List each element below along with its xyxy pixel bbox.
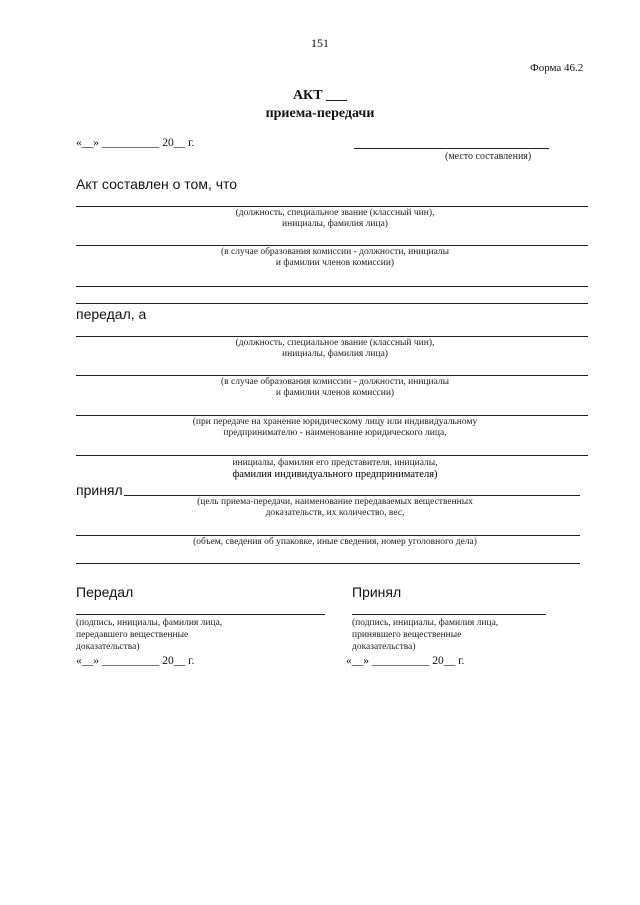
document-title: АКТ ___ (292, 88, 348, 103)
page-number: 151 (311, 36, 329, 50)
field-caption: (при передаче на хранение юридическому лицу или индивидуальному (192, 417, 478, 427)
sign-right-caption: принявшего вещественные (352, 630, 462, 640)
input-line[interactable] (76, 206, 588, 207)
input-line[interactable] (76, 286, 588, 287)
intro-text: Акт составлен о том, что (76, 176, 238, 192)
sign-left-caption: передавшего вещественные (76, 630, 189, 640)
input-line[interactable] (76, 336, 588, 337)
field-caption: (должность, специальное звание (классный чин), (235, 208, 435, 218)
field-caption: (объем, сведения об упаковке, иные сведения, номер уголовного дела) (193, 537, 477, 547)
field-caption: (в случае образования комиссии - должности, инициалы (221, 377, 449, 387)
place-field[interactable] (354, 148, 549, 149)
sign-left-caption: (подпись, инициалы, фамилия лица, (76, 618, 223, 628)
place-caption: (место составления) (445, 151, 532, 162)
accepted-label: принял (76, 482, 123, 498)
field-caption: (должность, специальное звание (классный чин), (235, 338, 435, 348)
field-caption: и фамилии членов комиссии) (275, 258, 395, 268)
sign-right-caption: доказательства) (352, 642, 416, 652)
signature-line-right[interactable] (352, 614, 546, 615)
input-line[interactable] (76, 303, 588, 304)
sign-left-heading: Передал (76, 584, 134, 600)
sign-right-caption: (подпись, инициалы, фамилия лица, (352, 618, 499, 628)
input-line[interactable] (76, 455, 588, 456)
date-field[interactable]: «__» __________ 20__ г. (76, 137, 195, 149)
input-line[interactable] (76, 563, 580, 564)
sign-right-date[interactable]: «__» __________ 20__ г. (346, 655, 465, 667)
signature-line-left[interactable] (76, 614, 325, 615)
sign-left-date[interactable]: «__» __________ 20__ г. (76, 655, 195, 667)
input-line[interactable] (76, 415, 588, 416)
input-line[interactable] (124, 495, 580, 496)
transferred-label: передал, а (76, 306, 147, 322)
field-caption: (в случае образования комиссии - должности, инициалы (221, 247, 449, 257)
sign-right-heading: Принял (352, 584, 402, 600)
document-subtitle: приема-передачи (265, 106, 375, 121)
input-line[interactable] (76, 535, 580, 536)
field-caption: инициалы, фамилия его представителя, инициалы, (232, 458, 438, 468)
sign-left-caption: доказательства) (76, 642, 140, 652)
field-caption: инициалы, фамилия лица) (282, 219, 388, 229)
field-caption: фамилия индивидуального предпринимателя) (232, 469, 438, 480)
field-caption: (цель приема-передачи, наименование передаваемых вещественных (197, 497, 473, 507)
field-caption: инициалы, фамилия лица) (282, 349, 388, 359)
input-line[interactable] (76, 375, 588, 376)
input-line[interactable] (76, 245, 588, 246)
field-caption: и фамилии членов комиссии) (275, 388, 395, 398)
field-caption: предпринимателю - наименование юридического лица, (223, 428, 447, 438)
field-caption: доказательств, их количество, вес, (265, 508, 405, 518)
form-label: Форма 46.2 (530, 62, 584, 74)
